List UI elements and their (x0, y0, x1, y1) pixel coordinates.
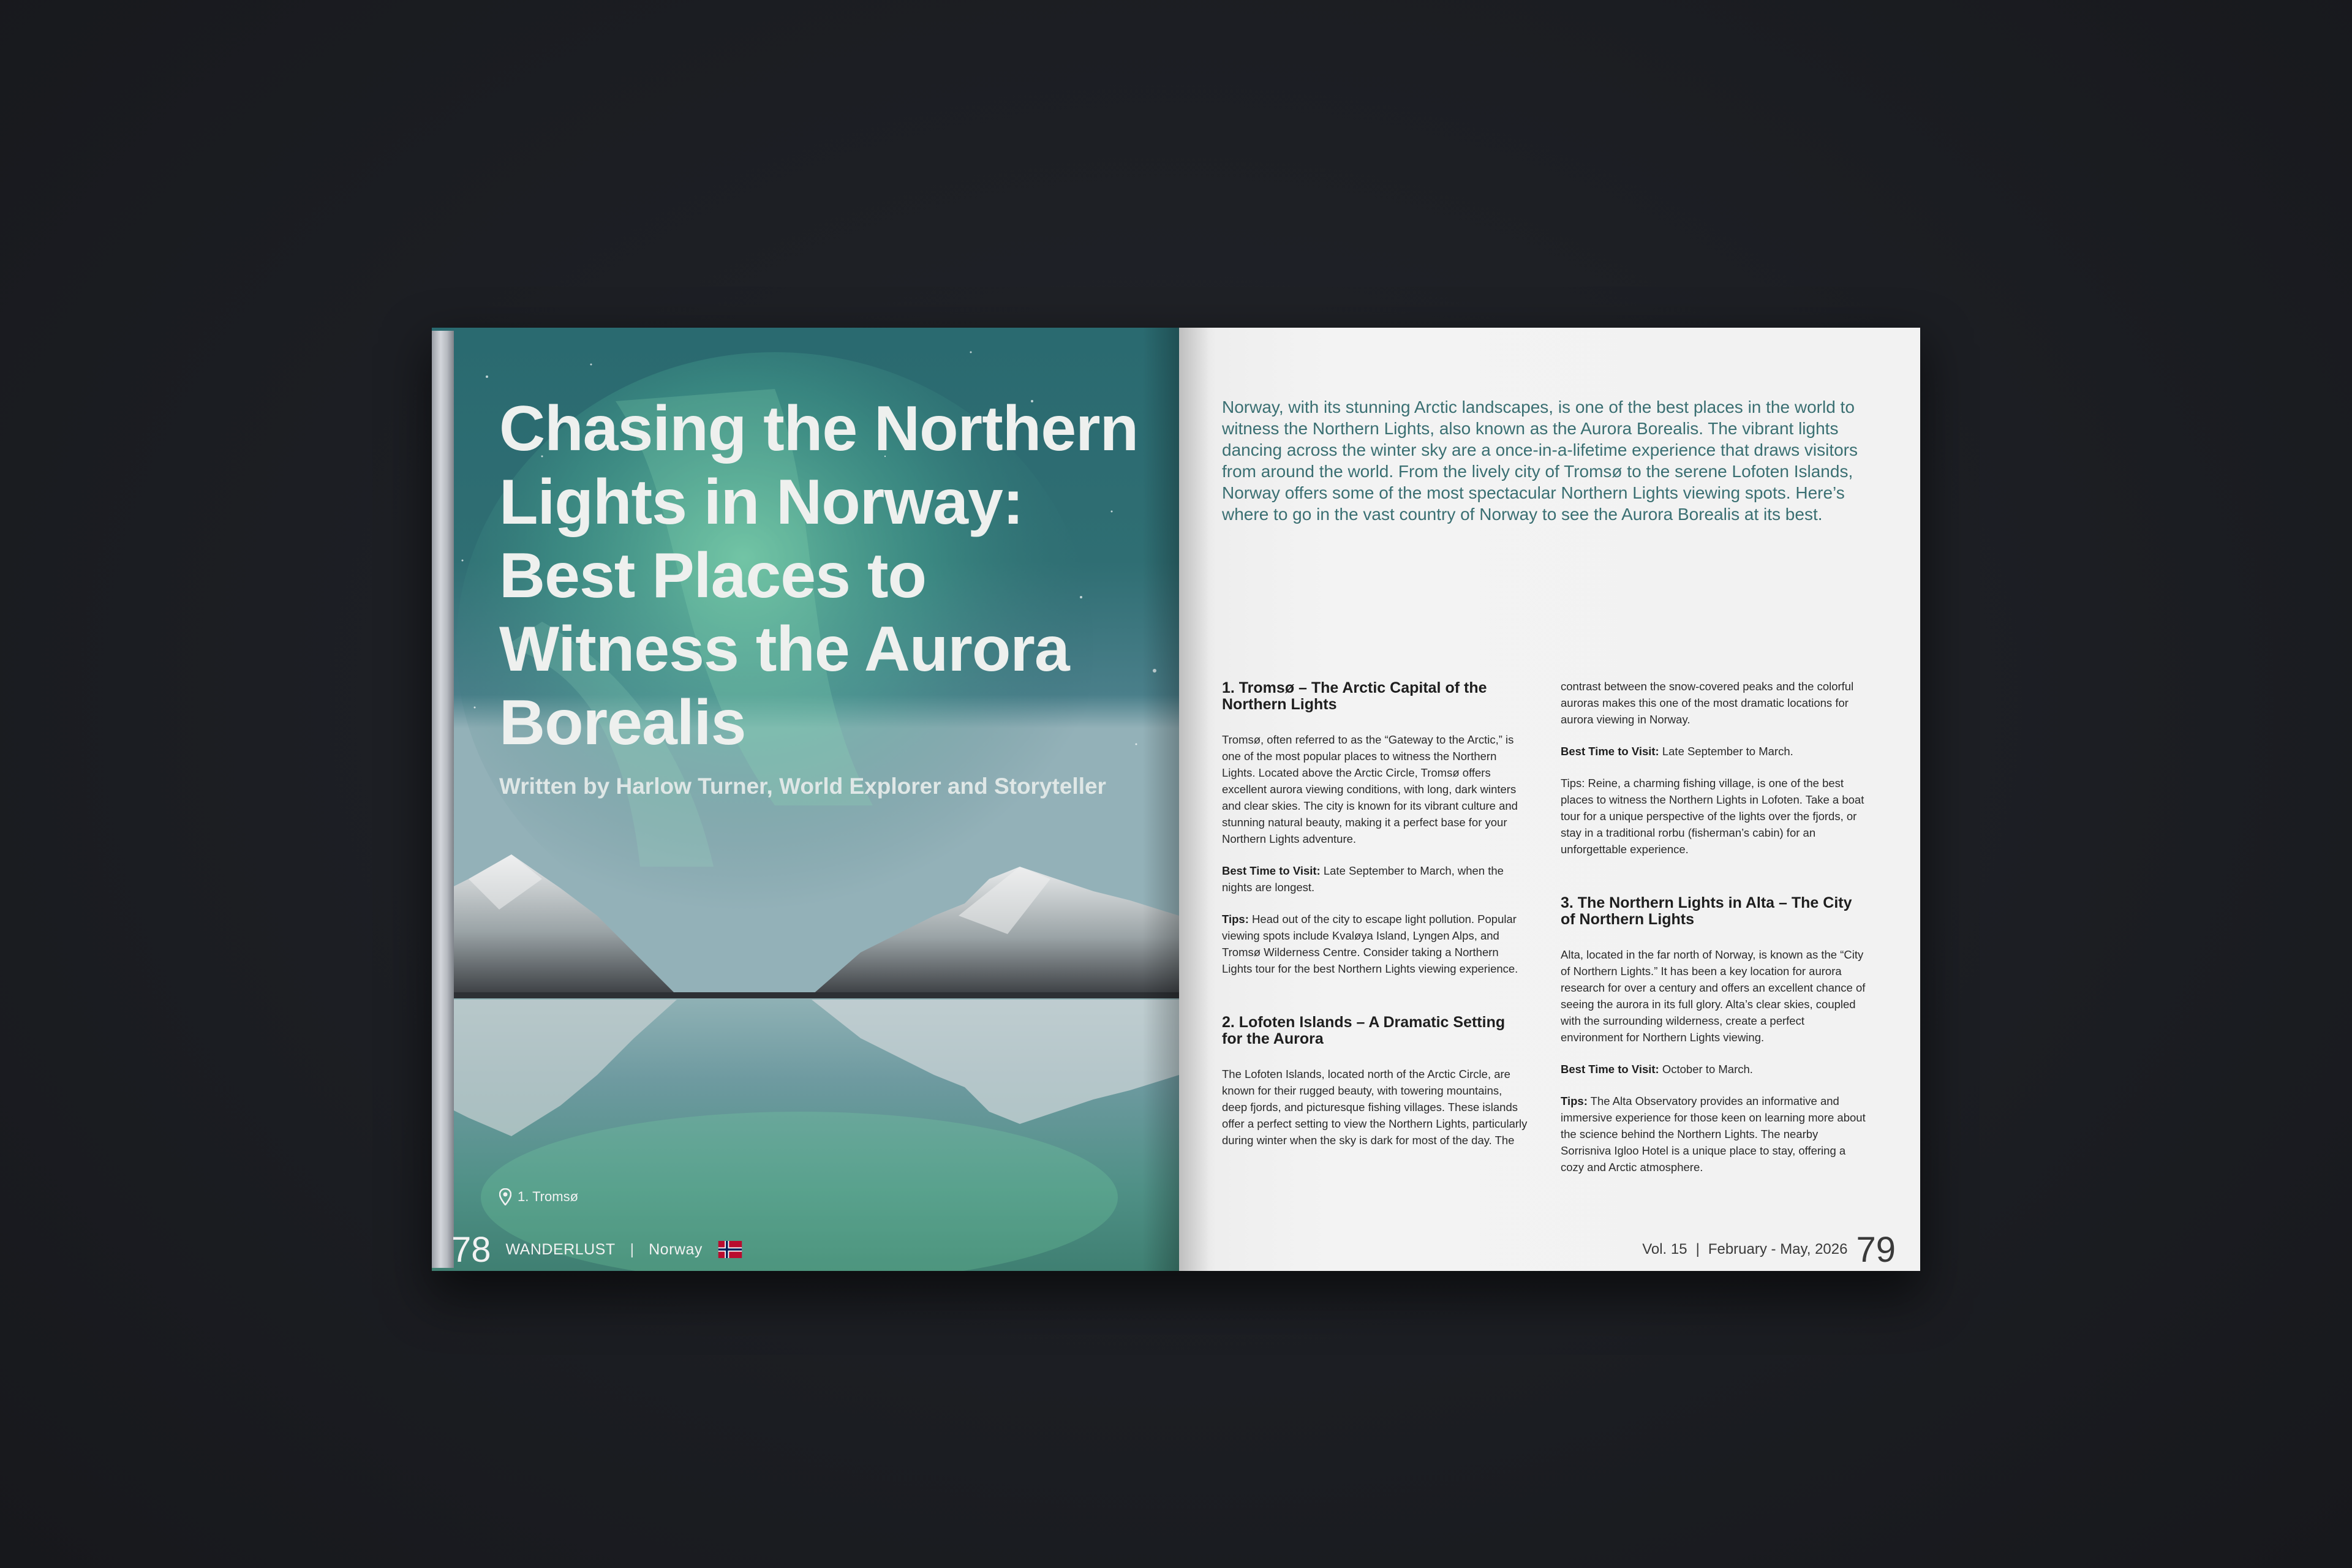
best-time-lofoten (1561, 743, 1867, 760)
article-byline: Written by Harlow Turner, World Explorer and Storyteller (499, 774, 1106, 799)
body-tromso: Tromsø, often referred to as the “Gateway to the Arctic,” is one of the most popular places to witness the Northern Lights. Located above the Arctic Circle, Tromsø offers excellent aurora viewing conditions, with long, dark winters and clear skies. The city is known for its vibrant culture and stunning natural beauty, making it a perfect base for your Northern Lights adventure. (1222, 733, 1518, 845)
tips-label: Tips: (1222, 913, 1249, 925)
section-name: Norway (649, 1240, 703, 1258)
body-lofoten-continued: contrast between the snow-covered peaks and the colorful auroras makes this one of the most dramatic locations for aurora viewing in Norway. (1561, 680, 1854, 726)
tips-tromso (1222, 911, 1528, 977)
left-page (432, 328, 1179, 1271)
magazine-name: WANDERLUST (505, 1240, 616, 1258)
best-time-value: Late September to March, when the nights are longest. (1222, 864, 1504, 894)
right-page (1179, 328, 1920, 1271)
article-title: Chasing the Northern Lights in Norway: Best Places to Witness the Aurora Borealis (499, 393, 1139, 758)
photo-caption (499, 1188, 578, 1205)
map-pin-icon (499, 1188, 511, 1205)
body-lofoten: The Lofoten Islands, located north of the Arctic Circle, are known for their rugged beauty, with towering mountains, deep fjords, and picturesque fishing villages. These islands offer a perfect setting to view the Northern Lights, particularly during winter when the sky is dark for most of the day. The (1222, 1068, 1528, 1147)
page-number-left: 78 (451, 1229, 491, 1270)
tips-lofoten: Tips: Reine, a charming fishing village, is one of the best places to witness the Northern Lights in Lofoten. Take a boat tour for a unique perspective of the lights over the fjords, or stay in a traditional rorbu (fisherman’s cabin) for an unforgettable experience. (1561, 777, 1864, 856)
right-footer (1642, 1228, 1896, 1271)
issue-volume: Vol. 15 (1642, 1241, 1687, 1257)
body-alta: Alta, located in the far north of Norway, is known as the “City of Northern Lights.” It has been a key location for aurora research for over a century and offers an excellent chance of seeing the aurora in its full glory. Alta’s clear skies, coupled with the surrounding wilderness, create a perfect environment for Northern Lights viewing. (1561, 948, 1866, 1044)
best-time-alta (1561, 1061, 1867, 1077)
tips-value: The Alta Observatory provides an informative and immersive experience for those keen on learning more about the science behind the Northern Lights. The nearby Sorrisniva Igloo Hotel is a unique place to stay, offering a cozy and Arctic atmosphere. (1561, 1095, 1866, 1174)
best-time-tromso (1222, 862, 1528, 895)
footer-separator: | (630, 1240, 635, 1258)
norway-flag-icon (717, 1241, 743, 1258)
left-gutter-shade (1142, 328, 1179, 1271)
page-stack-edge (432, 331, 454, 1268)
section-heading-tromso: 1. Tromsø – The Arctic Capital of the Northern Lights (1222, 679, 1487, 713)
best-time-label: Best Time to Visit: (1561, 745, 1659, 758)
best-time-label: Best Time to Visit: (1222, 864, 1321, 877)
section-heading-alta: 3. The Northern Lights in Alta – The City of Northern Lights (1561, 894, 1852, 928)
right-gutter-shade (1179, 328, 1210, 1271)
tips-value: Head out of the city to escape light pollution. Popular viewing spots include Kvaløya Island, Lyngen Alps, and Tromsø Wilderness Centre. Consider taking a Northern Lights tour for the best Northern Lights viewing experience. (1222, 913, 1518, 975)
column-right (1561, 678, 1867, 1191)
best-time-value: Late September to March. (1659, 745, 1793, 758)
issue-date: February - May, 2026 (1708, 1241, 1848, 1257)
caption-text: 1. Tromsø (518, 1189, 579, 1204)
footer-separator: | (1695, 1241, 1700, 1257)
page-number-right: 79 (1856, 1229, 1896, 1270)
tips-alta (1561, 1093, 1867, 1175)
column-left (1222, 680, 1528, 1164)
tips-label: Tips: (1561, 1095, 1588, 1107)
left-footer (451, 1228, 743, 1271)
best-time-value: October to March. (1659, 1063, 1753, 1076)
best-time-label: Best Time to Visit: (1561, 1063, 1659, 1076)
intro-paragraph: Norway, with its stunning Arctic landscapes, is one of the best places in the world to witness the Northern Lights, also known as the Aurora Borealis. The vibrant lights dancing across the winter sky are a once-in-a-lifetime experience that draws visitors from around the world. From the lively city of Tromsø to the serene Lofoten Islands, Norway offers some of the most spectacular Northern Lights viewing spots. Here’s where to go in the vast country of Norway to see the Aurora Borealis at its best. (1222, 398, 1858, 524)
section-heading-lofoten: 2. Lofoten Islands – A Dramatic Setting for the Aurora (1222, 1014, 1506, 1047)
